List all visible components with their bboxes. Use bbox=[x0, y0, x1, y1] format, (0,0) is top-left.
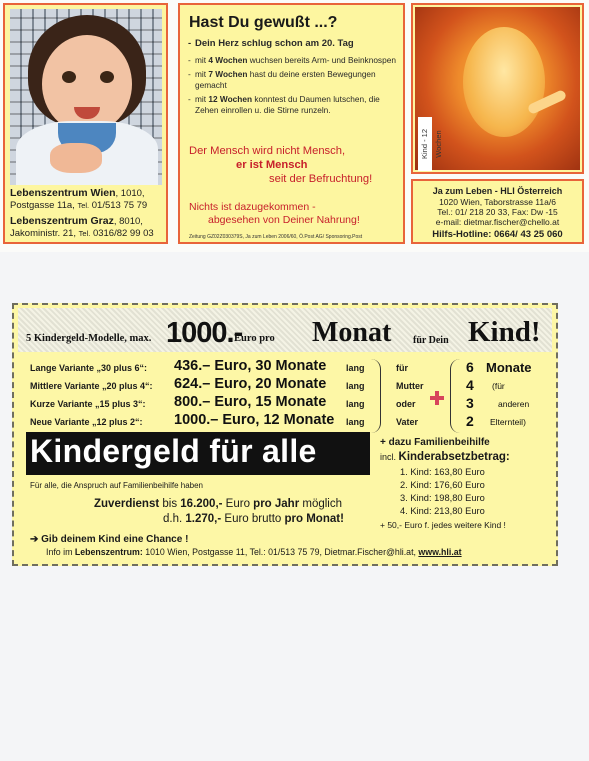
graz-address-line2: Jakoministr. 21, Tel. 0316/82 99 03 bbox=[10, 228, 154, 239]
nahrung-statement: Nichts ist dazugekommen - abgesehen von Deiner Nahrung! bbox=[189, 201, 360, 226]
lebenszentrum-card bbox=[3, 3, 168, 244]
bonus-text: (für bbox=[492, 381, 505, 391]
mensch-statement: Der Mensch wird nicht Mensch, er ist Mensch seit der Befruchtung! bbox=[189, 145, 373, 185]
kinderabsetzbetrag-line: incl. Kinderabsetzbetrag: bbox=[380, 451, 510, 463]
header-fuer: für Dein bbox=[413, 335, 449, 346]
fetus-photo-card bbox=[411, 3, 584, 174]
bonus-text: Elternteil) bbox=[490, 417, 526, 427]
parent-word: Mutter bbox=[396, 381, 424, 391]
facts-list bbox=[188, 39, 400, 119]
header-amount: 1000.- bbox=[166, 317, 243, 349]
header-kind: Kind! bbox=[468, 316, 541, 348]
hli-address: 1020 Wien, Taborstrasse 11a/6 bbox=[439, 197, 556, 207]
weitere-kind-line: + 50,- Euro f. jedes weitere Kind ! bbox=[380, 520, 506, 530]
variant-name: Lange Variante „30 plus 6“: bbox=[30, 363, 148, 373]
variant-value: 436.– Euro, 30 Monate bbox=[174, 358, 327, 374]
banner-text: Kindergeld für alle bbox=[30, 433, 317, 469]
chance-line: ➔ Gib deinem Kind eine Chance ! bbox=[30, 534, 189, 545]
kind-amount-row: 1. Kind: 163,80 Euro bbox=[400, 467, 485, 477]
brace-left bbox=[450, 359, 461, 433]
child-photo bbox=[10, 9, 162, 185]
hli-contact-card bbox=[411, 179, 584, 244]
header-euro: Euro pro bbox=[234, 333, 275, 344]
ad-header bbox=[18, 308, 552, 352]
kind-amount-row: 4. Kind: 213,80 Euro bbox=[400, 506, 485, 516]
bonus-number: 4 bbox=[466, 377, 474, 393]
variant-value: 800.– Euro, 15 Monate bbox=[174, 394, 327, 410]
hli-email: e-mail: dietmar.fischer@chello.at bbox=[435, 217, 560, 227]
kind-amount-row: 2. Kind: 176,60 Euro bbox=[400, 480, 485, 490]
variant-lang: lang bbox=[346, 417, 365, 427]
variant-lang: lang bbox=[346, 381, 365, 391]
wien-address-line2: Postgasse 11a, Tel. 01/513 75 79 bbox=[10, 200, 148, 211]
variant-name: Kurze Variante „15 plus 3“: bbox=[30, 399, 146, 409]
bonus-number: 2 bbox=[466, 413, 474, 429]
variant-lang: lang bbox=[346, 399, 365, 409]
bonus-number: 6 bbox=[466, 359, 474, 375]
variant-lang: lang bbox=[346, 363, 365, 373]
bonus-text: anderen bbox=[498, 399, 530, 409]
anspruch-line: Für alle, die Anspruch auf Familienbeihilfe haben bbox=[30, 481, 203, 490]
fact-item: - Dein Herz schlug schon am 20. Tag bbox=[188, 39, 400, 50]
parent-word: für bbox=[396, 363, 408, 373]
top-flyer-strip bbox=[0, 0, 589, 252]
hli-org-name: Ja zum Leben - HLI Österreich bbox=[432, 186, 563, 196]
photo-caption: Kind - 12 Wochen bbox=[418, 117, 432, 171]
email-link[interactable]: Dietmar.Fischer@hli.at bbox=[324, 547, 414, 557]
bonus-number: 3 bbox=[466, 395, 474, 411]
variant-value: 1000.– Euro, 12 Monate bbox=[174, 412, 335, 428]
hli-hotline: Hilfs-Hotline: 0664/ 43 25 060 bbox=[432, 229, 563, 240]
parent-word: oder bbox=[396, 399, 416, 409]
header-monat: Monat bbox=[312, 317, 392, 348]
familienbeihilfe-line: + dazu Familienbeihilfe bbox=[380, 437, 490, 448]
kind-amount-row: 3. Kind: 198,80 Euro bbox=[400, 493, 485, 503]
fetus-photo bbox=[415, 7, 580, 170]
facts-card bbox=[178, 3, 405, 244]
fact-item: - mit 12 Wochen konntest du Daumen lutschen, die Zehen einrollen u. die Stirne runzeln. bbox=[188, 94, 400, 115]
graz-address-line1: Lebenszentrum Graz, 8010, bbox=[10, 215, 143, 227]
plus-icon bbox=[430, 391, 444, 405]
website-link[interactable]: www.hli.at bbox=[418, 547, 462, 557]
hli-tel: Tel.: 01/ 218 20 33, Fax: Dw -15 bbox=[437, 207, 558, 217]
parent-word: Vater bbox=[396, 417, 419, 427]
brutto-line: d.h. 1.270,- Euro brutto pro Monat! bbox=[163, 513, 344, 525]
info-line: Info im Lebenszentrum: 1010 Wien, Postgasse 11, Tel.: 01/513 75 79, Dietmar.Fischer@hli.at, www.hli.at bbox=[46, 547, 462, 557]
wien-address-line1: Lebenszentrum Wien, 1010, bbox=[10, 187, 145, 199]
variant-name: Mittlere Variante „20 plus 4“: bbox=[30, 381, 153, 391]
brace-right bbox=[370, 359, 381, 433]
fact-item: - mit 4 Wochen wuchsen bereits Arm- und Beinknospen bbox=[188, 55, 400, 66]
variant-value: 624.– Euro, 20 Monate bbox=[174, 376, 327, 392]
zuverdienst-line: Zuverdienst bis 16.200,- Euro pro Jahr möglich bbox=[94, 498, 343, 510]
bonus-text: Monate bbox=[486, 360, 532, 375]
kindergeld-ad bbox=[12, 303, 558, 566]
facts-title: Hast Du gewußt ...? bbox=[189, 14, 338, 31]
postal-fine-print: Zeitung GZ02Z030379S, Ja zum Leben 2006/60, Ö.Post AG/ Sponsoring.Post bbox=[189, 234, 363, 240]
kindergeld-banner bbox=[26, 432, 370, 475]
header-models: 5 Kindergeld-Modelle, max. bbox=[26, 333, 152, 344]
variant-name: Neue Variante „12 plus 2“: bbox=[30, 417, 143, 427]
fact-item: - mit 7 Wochen hast du deine ersten Bewegungen gemacht bbox=[188, 69, 400, 90]
